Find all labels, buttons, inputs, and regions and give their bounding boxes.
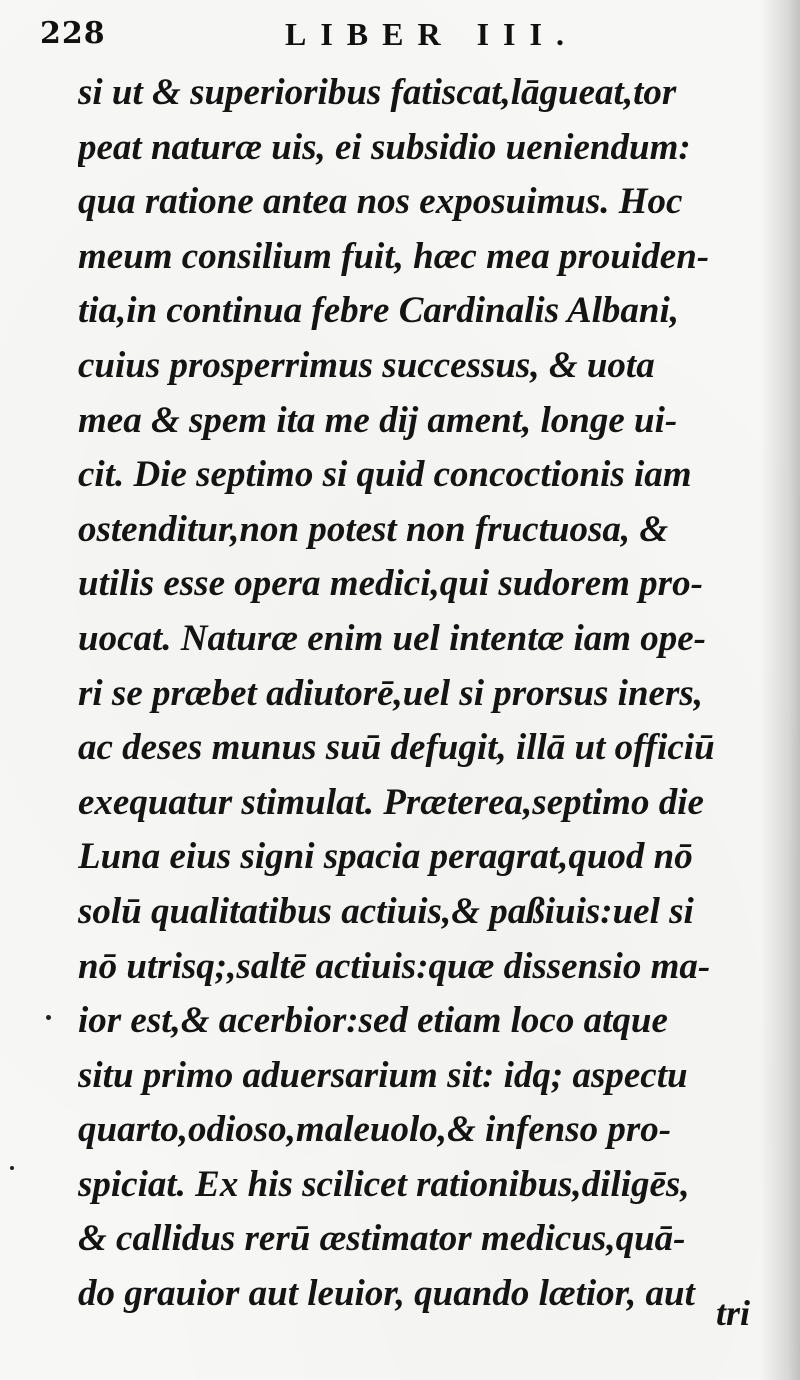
body-text [78, 66, 768, 1322]
text-line: ri se præbet adiutorē,uel si prorsus iners, [78, 672, 703, 714]
ink-speck [46, 1015, 51, 1020]
catchword: tri [716, 1293, 751, 1333]
text-line: peat naturæ uis, ei subsidio ueniendum: [78, 126, 691, 168]
text-line: meum consilium fuit, hæc mea prouiden- [78, 235, 710, 277]
text-line: ostenditur,non potest non fructuosa, & [78, 508, 669, 550]
text-line: mea & spem ita me dij ament, longe ui- [78, 399, 678, 441]
text-line: cuius prosperrimus successus, & uota [78, 344, 655, 386]
text-line: nō utrisq;,saltē actiuis:quæ dissensio ma- [78, 945, 711, 987]
text-line: situ primo aduersarium sit: idq; aspectu [78, 1054, 688, 1096]
text-line: qua ratione antea nos exposuimus. Hoc [78, 181, 683, 223]
text-line: ac deses munus suū defugit, illā ut officiū [78, 727, 715, 769]
page-header [0, 12, 800, 62]
running-head: LIBER III. [285, 16, 578, 52]
text-line: quarto,odioso,maleuolo,& infenso pro- [78, 1109, 672, 1151]
ink-speck [10, 1166, 14, 1170]
text-line: solū qualitatibus actiuis,& paßiuis:uel si [78, 890, 694, 932]
text-line: exequatur stimulat. Præterea,septimo die [78, 781, 704, 823]
text-line: do grauior aut leuior, quando lætior, aut [78, 1273, 695, 1315]
page-number: 228 [40, 16, 106, 51]
text-line: uocat. Naturæ enim uel intentæ iam ope- [78, 617, 707, 659]
text-line: & callidus rerū æstimator medicus,quā- [78, 1218, 686, 1260]
text-line: cit. Die septimo si quid concoctionis iam [78, 454, 692, 496]
text-line: si ut & superioribus fatiscat,lāgueat,tor [78, 72, 677, 113]
text-line: tia,in continua febre Cardinalis Albani, [78, 290, 680, 332]
text-line: ior est,& acerbior:sed etiam loco atque [78, 1000, 668, 1042]
text-line: Luna eius signi spacia peragrat,quod nō [78, 836, 693, 878]
text-line: spiciat. Ex his scilicet rationibus,diligēs, [78, 1163, 690, 1205]
text-line: utilis esse opera medici,qui sudorem pro- [78, 563, 703, 605]
